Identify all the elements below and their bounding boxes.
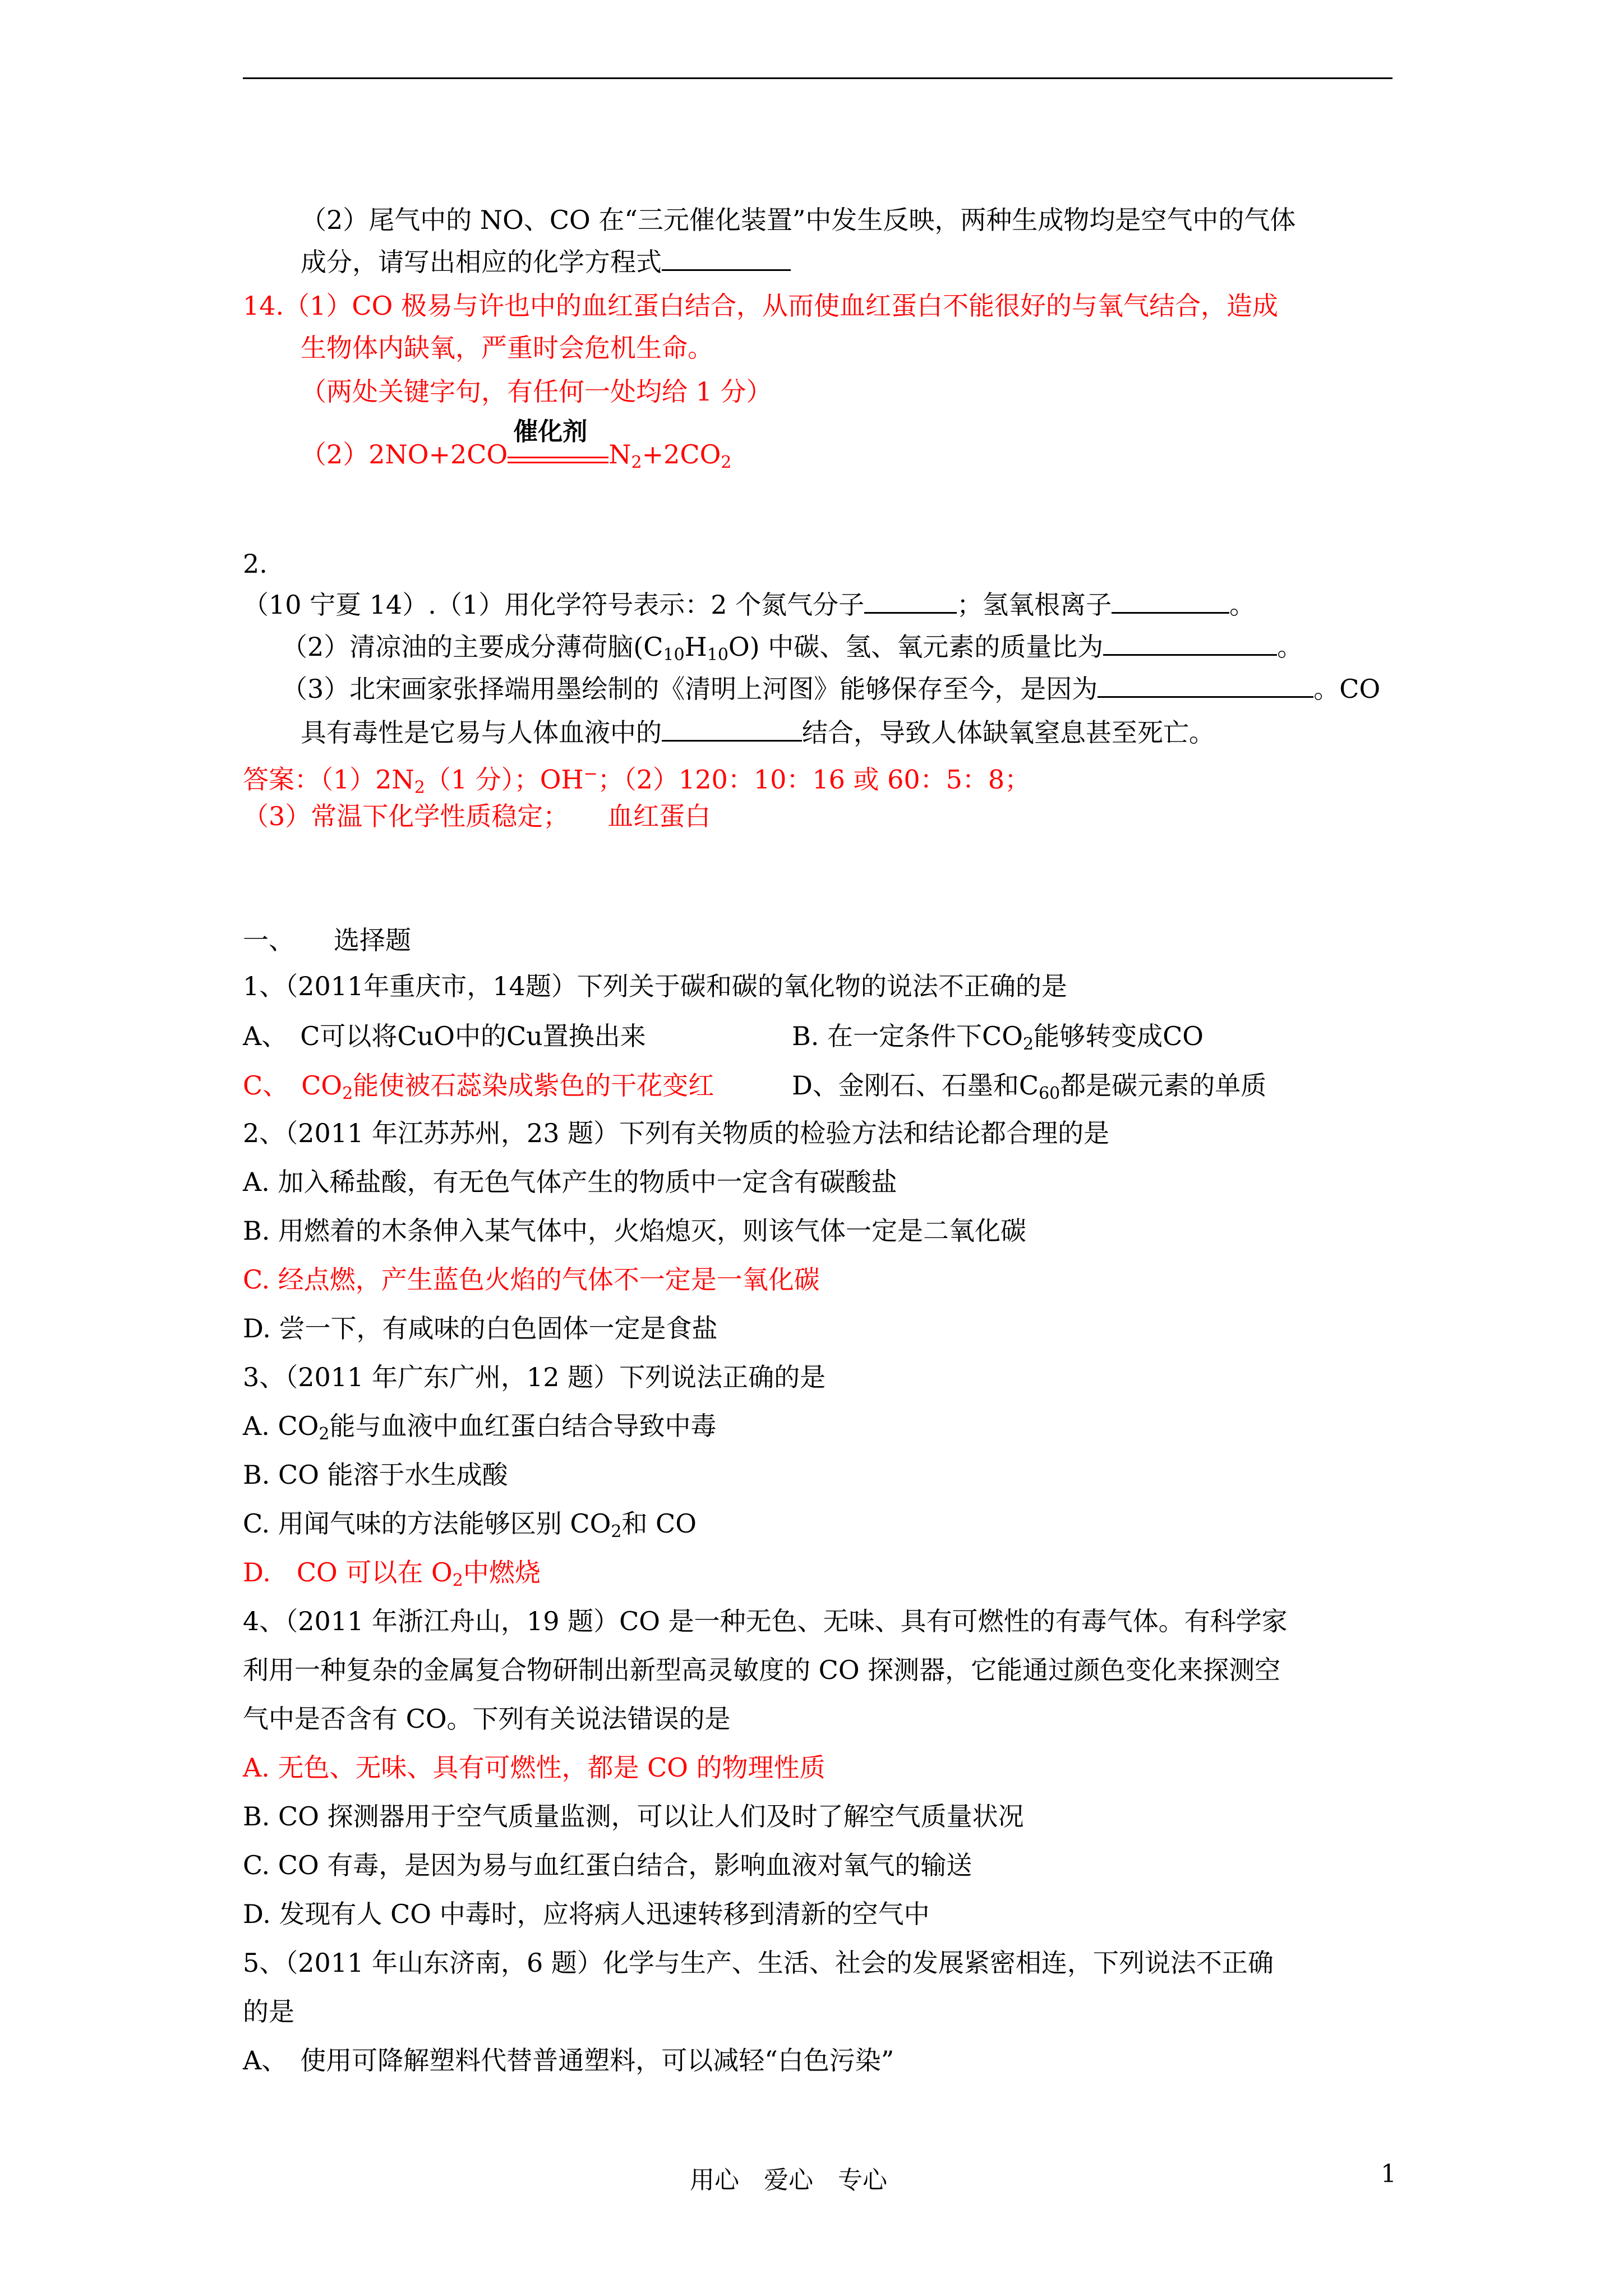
mc-question-3-stem: 3、（2011 年广东广州，12 题）下列说法正确的是 (243, 1362, 826, 1392)
mc-question-1-option-b: B. 在一定条件下$CO_2$能够转变成CO (792, 1021, 1204, 1054)
mc-question-3-option-d: D. CO 可以在 $O_2$中燃烧 (243, 1557, 541, 1590)
question-2-number: 2. (243, 549, 268, 579)
mc-question-5-option-a: A、 使用可降解塑料代替普通塑料，可以减轻“白色污染” (243, 2045, 895, 2076)
mc-question-1-option-c: C、 $CO_2$能使被石蕊染成紫色的干花变红 (243, 1070, 714, 1103)
question-2-line3: （3）北宋画家张择端用墨绘制的《清明上河图》能够保存至今，是因为 。CO (282, 671, 1380, 706)
mc-question-3-option-c: C. 用闻气味的方法能够区别 $CO_2$和 CO (243, 1508, 697, 1542)
mc-question-2-option-d: D. 尝一下，有咸味的白色固体一定是食盐 (243, 1313, 718, 1343)
answer-14-line2: 生物体内缺氧，严重时会危机生命。 (301, 333, 713, 363)
answer-14-note: （两处关键字句，有任何一处均给 1 分） (301, 376, 772, 407)
question-2-line4: 具有毒性是它易与人体血液中的 结合，导致人体缺氧窒息甚至死亡。 (301, 715, 1215, 749)
answer-blank (1112, 587, 1229, 614)
question-2-answer-line1: 答案：$(1)2N_2(1$ 分）；OH−；（2）120：10：16 或 60：5：8； (243, 764, 1031, 798)
mc-question-4-option-a: A. 无色、无味、具有可燃性，都是 CO 的物理性质 (243, 1752, 826, 1783)
mc-question-1-option-d: D、金刚石、石墨和$C_{60}$都是碳元素的单质 (792, 1070, 1267, 1103)
mc-question-3-option-a: A. $CO_2$能与血液中血红蛋白结合导致中毒 (243, 1411, 717, 1444)
mc-question-4-option-d: D. 发现有人 CO 中毒时，应将病人迅速转移到清新的空气中 (243, 1899, 930, 1929)
answer-blank (662, 245, 791, 271)
catalyst-arrow (508, 417, 608, 471)
mc-question-4-option-b: B. CO 探测器用于空气质量监测，可以让人们及时了解空气质量状况 (243, 1801, 1024, 1832)
answer-14-line1: 14.（1）CO 极易与许也中的血红蛋白结合，从而使血红蛋白不能很好的与氧气结合，造成 (243, 291, 1278, 321)
mc-question-5-stem-line2: 的是 (243, 1996, 294, 2027)
answer-blank (864, 587, 957, 614)
answer-blank (1098, 671, 1313, 698)
mc-question-3-option-b: B. CO 能溶于水生成酸 (243, 1460, 508, 1490)
mc-question-2-option-c: C. 经点燃，产生蓝色火焰的气体不一定是一氧化碳 (243, 1264, 820, 1295)
answer-blank (1103, 629, 1277, 656)
header-rule (243, 77, 1393, 79)
q13-part2-line2: 成分，请写出相应的化学方程式 (301, 245, 791, 279)
section-heading: 一、 选择题 (243, 925, 411, 955)
mc-question-4-stem-line2: 利用一种复杂的金属复合物研制出新型高灵敏度的 CO 探测器，它能通过颜色变化来探测空 (243, 1655, 1281, 1685)
catalyst-label: 催化剂 (513, 417, 588, 446)
mc-question-1-stem: 1、（2011年重庆市，14题）下列关于碳和碳的氧化物的说法不正确的是 (243, 971, 1067, 1001)
question-2-line1: （10 宁夏 14）.（1）用化学符号表示：2 个氮气分子 ；氢氧根离子 。 (243, 587, 1255, 622)
mc-question-1-option-a: A、 C可以将CuO中的Cu置换出来 (243, 1021, 646, 1051)
answer-14-equation: （2）2NO+2CO 催化剂 $N_2+2CO_2$ (301, 438, 731, 471)
question-2-line2: （2）清凉油的主要成分薄荷脑$(C_{10}H_{10}O)$ 中碳、氢、氧元素的质量比为 。 (282, 629, 1303, 664)
mc-question-4-stem-line1: 4、（2011 年浙江舟山，19 题）CO 是一种无色、无味、具有可燃性的有毒气体。有科学家 (243, 1606, 1288, 1636)
page-footer: 用心 爱心 专心 (690, 2166, 887, 2194)
mc-question-4-stem-line3: 气中是否含有 CO。下列有关说法错误的是 (243, 1704, 731, 1734)
mc-question-2-option-b: B. 用燃着的木条伸入某气体中，火焰熄灭，则该气体一定是二氧化碳 (243, 1216, 1027, 1246)
mc-question-2-option-a: A. 加入稀盐酸，有无色气体产生的物质中一定含有碳酸盐 (243, 1167, 897, 1197)
mc-question-4-option-c: C. CO 有毒，是因为易与血红蛋白结合，影响血液对氧气的输送 (243, 1850, 972, 1880)
mc-question-5-stem-line1: 5、（2011 年山东济南，6 题）化学与生产、生活、社会的发展紧密相连，下列说法不正确 (243, 1948, 1274, 1978)
mc-question-2-stem: 2、（2011 年江苏苏州，23 题）下列有关物质的检验方法和结论都合理的是 (243, 1118, 1110, 1148)
page-number: 1 (1381, 2160, 1396, 2188)
answer-blank (662, 715, 802, 742)
equation-reactants: （2）2NO+2CO (301, 439, 508, 470)
q13-part2-line1: （2）尾气中的 NO、CO 在“三元催化装置”中发生反映，两种生成物均是空气中的气体 (301, 205, 1296, 235)
question-2-answer-line2: （3）常温下化学性质稳定； 血红蛋白 (243, 801, 711, 831)
equals-sign (508, 457, 608, 463)
